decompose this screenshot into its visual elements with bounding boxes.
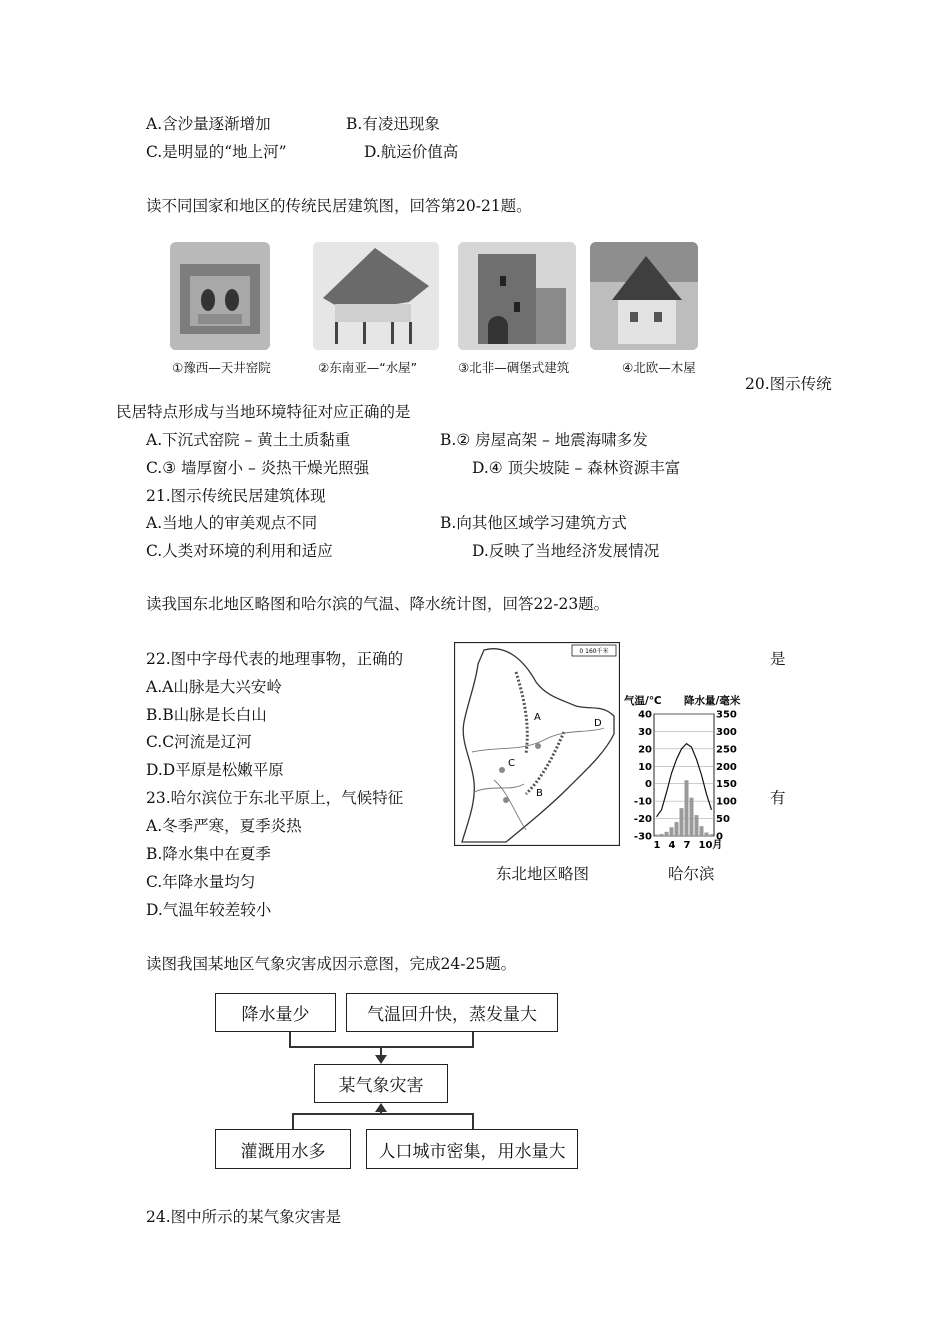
q22-option-a: A.A山脉是大兴安岭 [146, 678, 282, 696]
right-tick-label: 350 [716, 709, 737, 721]
precip-bar [665, 832, 669, 836]
q20-option-a: A.下沉式窑院 – 黄土土质黏重 [146, 431, 351, 449]
x-tick-label: 1 [653, 840, 661, 851]
map-label-a: A [534, 712, 541, 723]
map-label-c: C [508, 758, 515, 769]
left-tick-label: 30 [638, 726, 652, 738]
precip-bar [685, 780, 689, 836]
map-caption: 东北地区略图 [496, 865, 590, 883]
precip-bar [660, 834, 664, 836]
flow-box-evaporation: 气温回升快，蒸发量大 [346, 993, 558, 1032]
q23-option-c: C.年降水量均匀 [146, 873, 256, 891]
flow-connector [289, 1032, 291, 1046]
q20-option-d: D.④ 顶尖坡陡 – 森林资源丰富 [472, 459, 681, 477]
photo-wooden-house [590, 242, 698, 350]
q23-option-b: B.降水集中在夏季 [146, 845, 271, 863]
precip-bar [695, 815, 699, 836]
q19-option-c: C.是明显的“地上河” [146, 143, 287, 161]
flow-connector [292, 1113, 472, 1115]
right-tick-label: 100 [716, 796, 737, 808]
flow-arrow-down [375, 1055, 387, 1064]
q20-option-c: C.③ 墙厚窗小 – 炎热干燥光照强 [146, 459, 370, 477]
photo-caption-1: ①豫西—天井窑院 [172, 360, 271, 375]
q22-option-d: D.D平原是松嫩平原 [146, 761, 284, 779]
photo-cave-dwelling [170, 242, 270, 350]
flow-connector [289, 1046, 474, 1048]
precip-bar [705, 833, 709, 836]
q21-option-b: B.向其他区域学习建筑方式 [440, 514, 627, 532]
map-label-b: B [536, 788, 543, 799]
flow-box-disaster: 某气象灾害 [314, 1064, 448, 1103]
x-tick-label: 4 [668, 840, 676, 851]
right-tick-label: 200 [716, 761, 737, 773]
q21-option-c: C.人类对环境的利用和适应 [146, 542, 333, 560]
q23-stem: 23.哈尔滨位于东北平原上，气候特征 [146, 789, 404, 807]
right-tick-label: 0 [716, 831, 723, 843]
precip-bar [680, 808, 684, 836]
precip-bar [675, 822, 679, 836]
plot-frame [654, 714, 714, 836]
right-axis-title: 降水量/毫米 [684, 695, 741, 707]
x-tick-label: 7 [683, 840, 691, 851]
left-tick-label: -30 [633, 831, 652, 843]
map-scale: 0 160千米 [579, 648, 609, 655]
right-tick-label: 150 [716, 779, 737, 791]
q23-option-a: A.冬季严寒，夏季炎热 [146, 817, 302, 835]
q22-option-c: C.C河流是辽河 [146, 733, 252, 751]
precip-bar [700, 826, 704, 836]
q22-stem: 22.图中字母代表的地理事物，正确的 [146, 650, 404, 668]
q21-option-a: A.当地人的审美观点不同 [146, 514, 318, 532]
flow-box-low-precipitation: 降水量少 [215, 993, 336, 1032]
right-tick-label: 300 [716, 726, 737, 738]
intro-20-21: 读不同国家和地区的传统民居建筑图，回答第20-21题。 [146, 197, 532, 215]
chart-caption: 哈尔滨 [668, 865, 715, 883]
precip-bar [710, 834, 714, 836]
left-tick-label: 40 [638, 709, 652, 721]
map-label-d: D [594, 718, 602, 729]
q23-option-d: D.气温年较差较小 [146, 901, 272, 919]
q22-stem-end: 是 [770, 650, 786, 668]
q23-stem-end: 有 [770, 789, 786, 807]
left-tick-label: -10 [633, 796, 652, 808]
left-axis-title: 气温/℃ [624, 695, 662, 707]
photo-caption-4: ④北欧—木屋 [622, 360, 696, 375]
temperature-line [657, 744, 712, 817]
harbin-climate-chart [622, 692, 762, 852]
precip-bar [670, 827, 674, 836]
northeast-map [454, 642, 620, 846]
flow-connector [472, 1032, 474, 1046]
flow-connector [472, 1113, 474, 1129]
photo-caption-2: ②东南亚—“水屋” [318, 360, 418, 375]
q19-option-b: B.有凌迅现象 [346, 115, 440, 133]
q24-stem: 24.图中所示的某气象灾害是 [146, 1208, 342, 1226]
left-tick-label: 20 [638, 744, 652, 756]
left-tick-label: 10 [638, 761, 652, 773]
photo-water-house [313, 242, 439, 350]
q20-option-b: B.② 房屋高架 – 地震海啸多发 [440, 431, 648, 449]
q22-option-b: B.B山脉是长白山 [146, 706, 267, 724]
left-tick-label: -20 [633, 814, 652, 826]
right-tick-label: 250 [716, 744, 737, 756]
x-tick-label: 10月 [698, 840, 723, 851]
precip-bar [655, 835, 659, 836]
flow-connector [292, 1113, 294, 1129]
q19-option-d: D.航运价值高 [364, 143, 459, 161]
q21-option-d: D.反映了当地经济发展情况 [472, 542, 660, 560]
intro-24-25: 读图我国某地区气象灾害成因示意图，完成24-25题。 [146, 955, 517, 973]
precip-bar [690, 798, 694, 836]
q20-stem-part1: 20.图示传统 [745, 375, 832, 393]
q19-option-a: A.含沙量逐渐增加 [146, 115, 271, 133]
intro-22-23: 读我国东北地区略图和哈尔滨的气温、降水统计图，回答22-23题。 [146, 595, 610, 613]
photo-fortress [458, 242, 576, 350]
q21-stem: 21.图示传统民居建筑体现 [146, 487, 326, 505]
q20-stem-part2: 民居特点形成与当地环境特征对应正确的是 [116, 403, 411, 421]
flow-box-urban-water: 人口城市密集，用水量大 [366, 1129, 578, 1169]
flow-box-irrigation: 灌溉用水多 [215, 1129, 351, 1169]
right-tick-label: 50 [716, 814, 730, 826]
photo-caption-3: ③北非—碉堡式建筑 [458, 360, 570, 375]
left-tick-label: 0 [645, 779, 652, 791]
